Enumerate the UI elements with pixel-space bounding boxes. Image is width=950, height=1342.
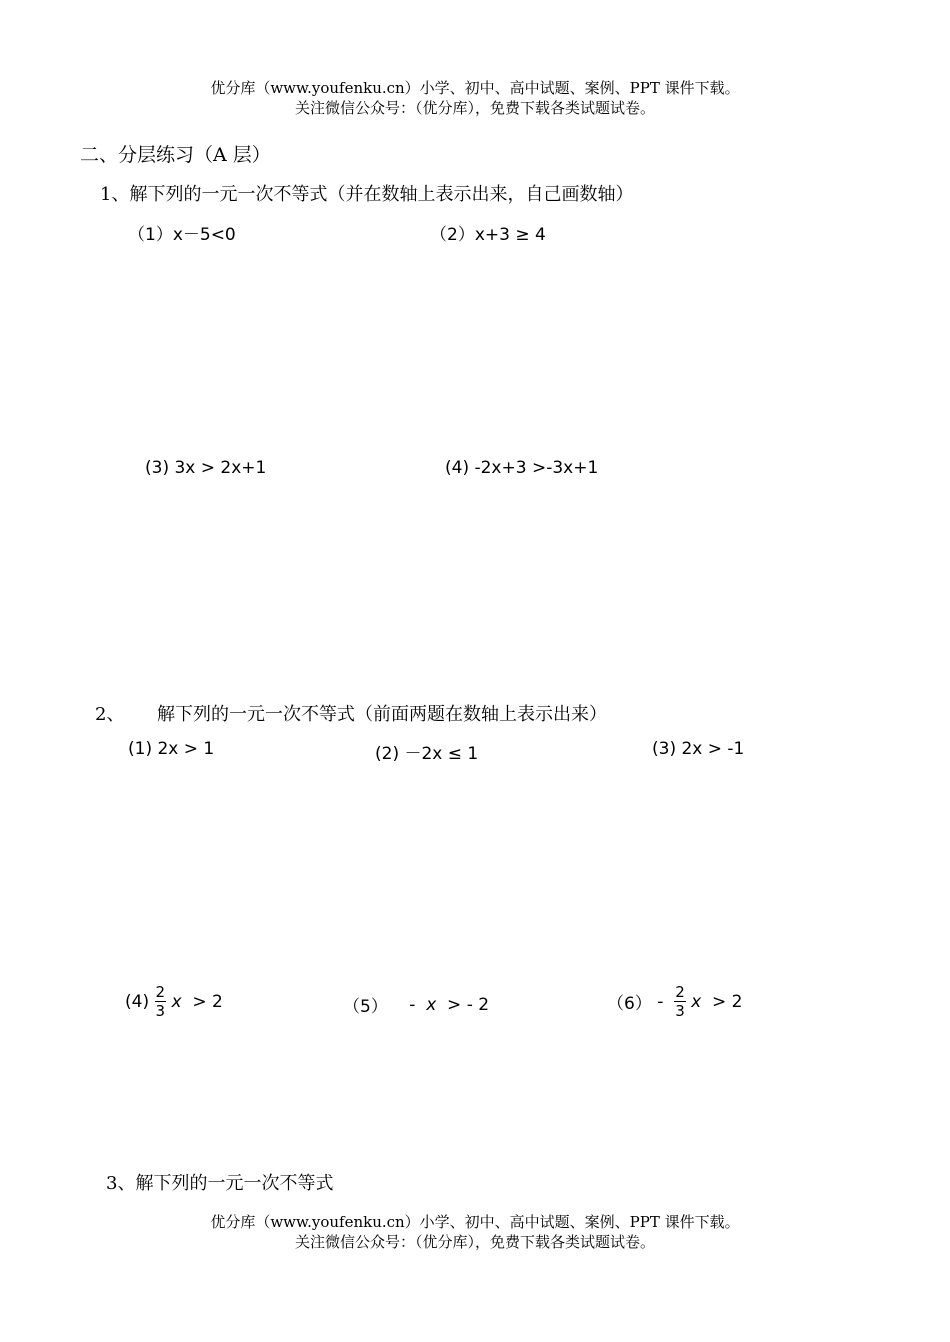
q2-item-5 xyxy=(343,992,489,1017)
footer-line-1: 优分库（www.youfenku.cn）小学、初中、高中试题、案例、PPT 课件下载。 xyxy=(210,1213,740,1231)
fraction-denominator: 3 xyxy=(675,1002,685,1020)
q2-item-5-pre: - xyxy=(409,994,421,1015)
q2-item-4 xyxy=(125,983,223,1020)
q2-item-1: (1) 2x > 1 xyxy=(128,739,215,759)
q1-item-3: (3) 3x > 2x+1 xyxy=(145,458,267,478)
q2-item-6 xyxy=(607,983,742,1020)
q2-item-6-sign: - xyxy=(657,991,669,1012)
q2-item-4-label: (4) xyxy=(125,991,150,1012)
variable-x: x xyxy=(171,991,182,1012)
q2-item-6-rest: > 2 xyxy=(706,991,743,1012)
fraction-denominator: 3 xyxy=(155,1002,166,1020)
fraction-two-thirds xyxy=(155,983,167,1020)
q2-item-5-post: > - 2 xyxy=(441,994,490,1015)
q2-item-5-label: （5） xyxy=(343,997,388,1017)
q1-item-4: (4) -2x+3 >-3x+1 xyxy=(445,458,599,478)
header-line-1: 优分库（www.youfenku.cn）小学、初中、高中试题、案例、PPT 课件下载。 xyxy=(210,79,740,97)
header-line-2: 关注微信公众号：（优分库），免费下载各类试题试卷。 xyxy=(294,99,655,117)
q1-item-1: （1）x－5<0 xyxy=(128,225,236,245)
variable-x: x xyxy=(426,994,437,1015)
q2-stem: 解下列的一元一次不等式（前面两题在数轴上表示出来） xyxy=(157,704,607,725)
variable-x: x xyxy=(691,991,702,1012)
fraction-numerator: 2 xyxy=(675,983,685,1001)
footer-line-2: 关注微信公众号：（优分库），免费下载各类试题试卷。 xyxy=(294,1233,655,1251)
q3-stem: 3、解下列的一元一次不等式 xyxy=(106,1173,334,1194)
fraction-numerator: 2 xyxy=(155,983,166,1001)
section-title: 二、分层练习（A 层） xyxy=(80,144,271,166)
q2-item-2: (2) －2x ≤ 1 xyxy=(375,744,479,764)
fraction-two-thirds xyxy=(674,983,686,1020)
q2-number: 2、 xyxy=(95,704,125,725)
q1-item-2: （2）x+3 ≥ 4 xyxy=(430,225,546,245)
q2-item-3: (3) 2x > -1 xyxy=(652,739,745,759)
q2-item-6-label: （6） xyxy=(607,994,652,1014)
q2-item-4-rest: > 2 xyxy=(186,991,223,1012)
q1-stem: 1、解下列的一元一次不等式（并在数轴上表示出来，自己画数轴） xyxy=(100,184,634,205)
